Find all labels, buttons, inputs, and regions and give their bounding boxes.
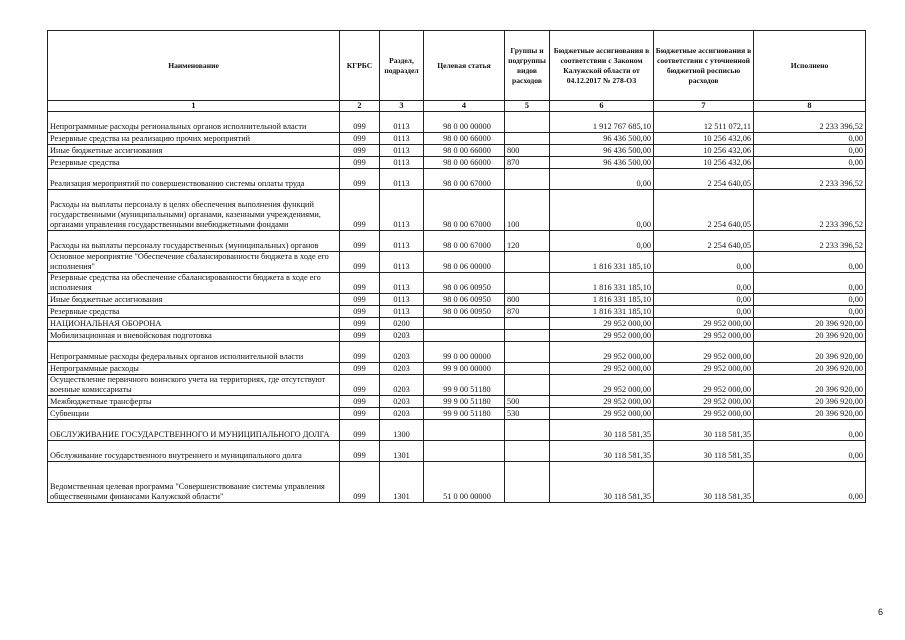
row-section: 0203 [380, 330, 424, 342]
row-kgrbs: 099 [340, 294, 380, 306]
row-budget-law: 96 436 500,00 [550, 133, 654, 145]
row-target-article: 99 9 00 00000 [424, 363, 505, 375]
row-name: ОБСЛУЖИВАНИЕ ГОСУДАРСТВЕННОГО И МУНИЦИПАЛЬНОГО ДОЛГА [48, 420, 340, 441]
row-expense-group [505, 441, 550, 462]
row-section: 0203 [380, 342, 424, 363]
row-section: 0113 [380, 145, 424, 157]
row-name: Непрограммные расходы федеральных органов исполнительной власти [48, 342, 340, 363]
row-target-article: 98 0 00 67000 [424, 169, 505, 190]
row-kgrbs: 099 [340, 330, 380, 342]
row-kgrbs: 099 [340, 306, 380, 318]
row-section: 0113 [380, 133, 424, 145]
row-section: 0203 [380, 396, 424, 408]
row-name: Осуществление первичного воинского учета на территориях, где отсутствуют военные комиссариаты [48, 375, 340, 396]
header-name: Наименование [48, 31, 340, 101]
row-target-article: 99 9 00 51180 [424, 396, 505, 408]
row-executed: 0,00 [754, 306, 866, 318]
table-row [48, 273, 866, 294]
row-expense-group [505, 462, 550, 503]
row-budget-law: 1 816 331 185,10 [550, 306, 654, 318]
row-budget-law: 96 436 500,00 [550, 145, 654, 157]
row-kgrbs: 099 [340, 342, 380, 363]
column-number: 3 [380, 101, 424, 112]
row-executed: 2 233 396,52 [754, 190, 866, 231]
table-row [48, 145, 866, 157]
row-expense-group: 870 [505, 157, 550, 169]
row-executed: 0,00 [754, 145, 866, 157]
row-budget-law: 0,00 [550, 169, 654, 190]
row-budget-law: 0,00 [550, 190, 654, 231]
row-kgrbs: 099 [340, 363, 380, 375]
row-name: Мобилизационная и вневойсковая подготовка [48, 330, 340, 342]
row-executed: 0,00 [754, 273, 866, 294]
row-kgrbs: 099 [340, 420, 380, 441]
row-expense-group [505, 112, 550, 133]
row-budget-law: 29 952 000,00 [550, 375, 654, 396]
row-budget-refined: 0,00 [654, 306, 754, 318]
row-executed: 20 396 920,00 [754, 330, 866, 342]
row-kgrbs: 099 [340, 169, 380, 190]
row-budget-refined: 29 952 000,00 [654, 318, 754, 330]
row-executed: 20 396 920,00 [754, 375, 866, 396]
row-target-article: 98 0 06 00000 [424, 252, 505, 273]
row-executed: 0,00 [754, 157, 866, 169]
row-budget-law: 29 952 000,00 [550, 318, 654, 330]
row-budget-law: 30 118 581,35 [550, 441, 654, 462]
row-executed: 20 396 920,00 [754, 408, 866, 420]
row-budget-refined: 2 254 640,05 [654, 231, 754, 252]
row-expense-group [505, 420, 550, 441]
row-name: Резервные средства на обеспечение сбалансированности бюджета в ходе его исполнения [48, 273, 340, 294]
row-expense-group [505, 342, 550, 363]
row-kgrbs: 099 [340, 273, 380, 294]
row-budget-refined: 29 952 000,00 [654, 330, 754, 342]
row-name: Иные бюджетные ассигнования [48, 145, 340, 157]
row-name: Межбюджетные трансферты [48, 396, 340, 408]
row-executed: 2 233 396,52 [754, 112, 866, 133]
row-executed: 20 396 920,00 [754, 363, 866, 375]
header-executed: Исполнено [754, 31, 866, 101]
row-target-article [424, 318, 505, 330]
row-budget-refined: 30 118 581,35 [654, 462, 754, 503]
column-number: 2 [340, 101, 380, 112]
row-expense-group [505, 318, 550, 330]
row-kgrbs: 099 [340, 133, 380, 145]
row-section: 0113 [380, 252, 424, 273]
header-expense-groups: Группы и подгруппы видов расходов [505, 31, 550, 101]
row-name: Расходы на выплаты персоналу в целях обеспечения выполнения функций государственными (муниципальными) органами, казенными учреждениями, органами управления государственными внебюджетными фондами [48, 190, 340, 231]
row-expense-group [505, 330, 550, 342]
row-section: 0113 [380, 112, 424, 133]
row-budget-law: 29 952 000,00 [550, 363, 654, 375]
row-budget-refined: 29 952 000,00 [654, 408, 754, 420]
row-name: Субвенции [48, 408, 340, 420]
row-budget-refined: 29 952 000,00 [654, 363, 754, 375]
row-budget-law: 1 912 767 685,10 [550, 112, 654, 133]
row-expense-group [505, 133, 550, 145]
row-expense-group [505, 169, 550, 190]
row-kgrbs: 099 [340, 190, 380, 231]
row-budget-refined: 10 256 432,06 [654, 145, 754, 157]
row-expense-group [505, 375, 550, 396]
row-target-article: 98 0 00 67000 [424, 231, 505, 252]
row-target-article [424, 420, 505, 441]
row-budget-law: 29 952 000,00 [550, 330, 654, 342]
row-executed: 0,00 [754, 441, 866, 462]
row-section: 0203 [380, 408, 424, 420]
row-budget-refined: 0,00 [654, 273, 754, 294]
row-budget-law: 1 816 331 185,10 [550, 273, 654, 294]
row-expense-group: 500 [505, 396, 550, 408]
row-target-article: 98 0 06 00950 [424, 294, 505, 306]
row-executed: 2 233 396,52 [754, 231, 866, 252]
table-row [48, 375, 866, 396]
row-budget-law: 1 816 331 185,10 [550, 294, 654, 306]
row-kgrbs: 099 [340, 145, 380, 157]
row-budget-refined: 0,00 [654, 252, 754, 273]
row-budget-law: 29 952 000,00 [550, 396, 654, 408]
row-name: Непрограммные расходы [48, 363, 340, 375]
row-name: НАЦИОНАЛЬНАЯ ОБОРОНА [48, 318, 340, 330]
column-number: 1 [48, 101, 340, 112]
table-row [48, 169, 866, 190]
row-kgrbs: 099 [340, 252, 380, 273]
row-kgrbs: 099 [340, 112, 380, 133]
row-budget-refined: 0,00 [654, 294, 754, 306]
row-section: 0113 [380, 231, 424, 252]
table-row [48, 318, 866, 330]
row-expense-group: 800 [505, 145, 550, 157]
row-name: Резервные средства [48, 157, 340, 169]
row-target-article: 98 0 06 00950 [424, 306, 505, 318]
row-kgrbs: 099 [340, 408, 380, 420]
row-target-article: 99 9 00 51180 [424, 408, 505, 420]
row-executed: 0,00 [754, 462, 866, 503]
row-kgrbs: 099 [340, 462, 380, 503]
table-body [48, 112, 866, 503]
column-number: 5 [505, 101, 550, 112]
row-name: Резервные средства на реализацию прочих мероприятий [48, 133, 340, 145]
row-budget-refined: 29 952 000,00 [654, 375, 754, 396]
row-expense-group [505, 252, 550, 273]
table-row [48, 396, 866, 408]
row-section: 0203 [380, 375, 424, 396]
row-executed: 20 396 920,00 [754, 396, 866, 408]
row-name: Резервные средства [48, 306, 340, 318]
row-budget-refined: 29 952 000,00 [654, 342, 754, 363]
header-budget-law: Бюджетные ассигнования в соответствии с Законом Калужской области от 04.12.2017 № 278-ОЗ [550, 31, 654, 101]
row-target-article: 99 0 00 00000 [424, 342, 505, 363]
row-budget-refined: 29 952 000,00 [654, 396, 754, 408]
table-row [48, 342, 866, 363]
row-kgrbs: 099 [340, 231, 380, 252]
row-expense-group: 800 [505, 294, 550, 306]
column-number: 8 [754, 101, 866, 112]
row-target-article: 98 0 00 66000 [424, 157, 505, 169]
row-executed: 0,00 [754, 294, 866, 306]
row-executed: 20 396 920,00 [754, 318, 866, 330]
row-target-article [424, 330, 505, 342]
row-expense-group: 870 [505, 306, 550, 318]
table-row [48, 363, 866, 375]
table-row [48, 231, 866, 252]
table-row [48, 441, 866, 462]
row-target-article: 98 0 00 66000 [424, 133, 505, 145]
column-number: 7 [654, 101, 754, 112]
table-row [48, 133, 866, 145]
row-expense-group [505, 363, 550, 375]
row-kgrbs: 099 [340, 375, 380, 396]
table-row [48, 306, 866, 318]
row-executed: 0,00 [754, 420, 866, 441]
column-number-row [48, 101, 866, 112]
header-budget-refined: Бюджетные ассигнования в соответствии с уточненной бюджетной росписью расходов [654, 31, 754, 101]
row-expense-group: 530 [505, 408, 550, 420]
table-row [48, 330, 866, 342]
row-name: Непрограммные расходы региональных органов исполнительной власти [48, 112, 340, 133]
row-section: 1301 [380, 462, 424, 503]
row-budget-refined: 12 511 072,11 [654, 112, 754, 133]
table-row [48, 408, 866, 420]
header-target-article: Целевая статья [424, 31, 505, 101]
header-row [48, 31, 866, 101]
row-budget-law: 29 952 000,00 [550, 342, 654, 363]
row-expense-group [505, 273, 550, 294]
row-target-article: 98 0 00 00000 [424, 112, 505, 133]
row-executed: 2 233 396,52 [754, 169, 866, 190]
row-section: 1300 [380, 420, 424, 441]
row-target-article: 98 0 00 66000 [424, 145, 505, 157]
table-row [48, 294, 866, 306]
page-number: 6 [878, 607, 884, 617]
row-expense-group: 120 [505, 231, 550, 252]
header-kgrbs: КГРБС [340, 31, 380, 101]
row-name: Ведомственная целевая программа "Совершенствование системы управления общественными финансами Калужской области" [48, 462, 340, 503]
row-section: 0113 [380, 306, 424, 318]
row-budget-law: 0,00 [550, 231, 654, 252]
row-section: 0113 [380, 273, 424, 294]
row-budget-law: 30 118 581,35 [550, 420, 654, 441]
row-budget-refined: 10 256 432,06 [654, 157, 754, 169]
row-section: 0113 [380, 190, 424, 231]
row-target-article: 98 0 00 67000 [424, 190, 505, 231]
row-name: Основное мероприятие "Обеспечение сбалансированности бюджета в ходе его исполнения" [48, 252, 340, 273]
table-row [48, 190, 866, 231]
row-budget-refined: 10 256 432,06 [654, 133, 754, 145]
row-budget-refined: 30 118 581,35 [654, 441, 754, 462]
row-kgrbs: 099 [340, 157, 380, 169]
row-budget-refined: 2 254 640,05 [654, 169, 754, 190]
row-budget-law: 30 118 581,35 [550, 462, 654, 503]
row-target-article: 99 9 00 51180 [424, 375, 505, 396]
budget-table [47, 30, 866, 503]
row-section: 0113 [380, 157, 424, 169]
row-name: Иные бюджетные ассигнования [48, 294, 340, 306]
header-section: Раздел, подраздел [380, 31, 424, 101]
row-section: 0113 [380, 169, 424, 190]
row-section: 0113 [380, 294, 424, 306]
row-section: 1301 [380, 441, 424, 462]
row-name: Реализация мероприятий по совершенствованию системы оплаты труда [48, 169, 340, 190]
row-target-article: 98 0 06 00950 [424, 273, 505, 294]
row-executed: 0,00 [754, 252, 866, 273]
table-row [48, 420, 866, 441]
row-budget-refined: 30 118 581,35 [654, 420, 754, 441]
row-executed: 20 396 920,00 [754, 342, 866, 363]
row-name: Обслуживание государственного внутреннего и муниципального долга [48, 441, 340, 462]
table-row [48, 157, 866, 169]
row-section: 0203 [380, 363, 424, 375]
row-kgrbs: 099 [340, 441, 380, 462]
row-name: Расходы на выплаты персоналу государственных (муниципальных) органов [48, 231, 340, 252]
row-budget-refined: 2 254 640,05 [654, 190, 754, 231]
row-target-article [424, 441, 505, 462]
row-executed: 0,00 [754, 133, 866, 145]
row-budget-law: 1 816 331 185,10 [550, 252, 654, 273]
row-budget-law: 96 436 500,00 [550, 157, 654, 169]
column-number: 6 [550, 101, 654, 112]
row-kgrbs: 099 [340, 396, 380, 408]
row-expense-group: 100 [505, 190, 550, 231]
column-number: 4 [424, 101, 505, 112]
row-kgrbs: 099 [340, 318, 380, 330]
table-row [48, 462, 866, 503]
row-target-article: 51 0 00 00000 [424, 462, 505, 503]
row-budget-law: 29 952 000,00 [550, 408, 654, 420]
table-row [48, 252, 866, 273]
row-section: 0200 [380, 318, 424, 330]
table-row [48, 112, 866, 133]
